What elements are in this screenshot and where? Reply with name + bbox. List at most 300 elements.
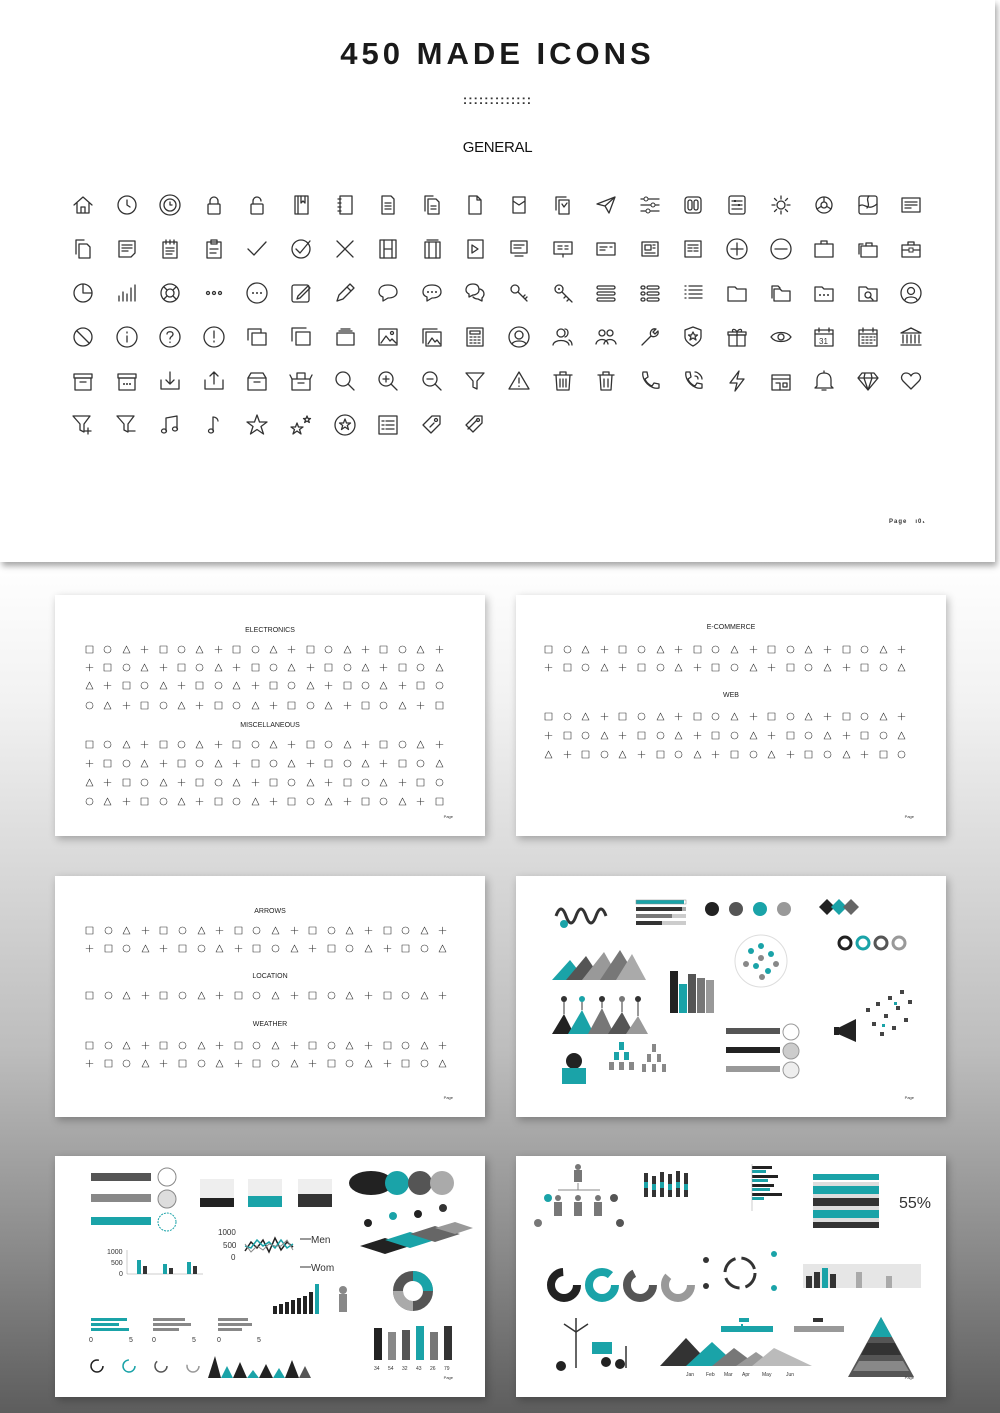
miscellaneous-icon [287, 759, 296, 768]
paper-plane-icon [593, 192, 619, 218]
ecommerce-icon [674, 663, 683, 672]
arrow-icon [438, 944, 447, 953]
miscellaneous-icon [122, 740, 131, 749]
web-icon [879, 750, 888, 759]
notepad-icon [157, 236, 183, 262]
check-circle-icon [288, 236, 314, 262]
weather-icon [401, 1059, 410, 1068]
file-icon [462, 192, 488, 218]
document-icon [375, 192, 401, 218]
arrow-icon [252, 926, 261, 935]
percentage-label: 55% [899, 1195, 932, 1212]
location-icon [122, 991, 131, 1000]
weather-icon [141, 1041, 150, 1050]
weather-icon [234, 1059, 243, 1068]
electronics-icon [140, 645, 149, 654]
web-icon [749, 712, 758, 721]
miscellaneous-icon [159, 759, 168, 768]
axis-label: 500 [223, 1241, 237, 1250]
miscellaneous-icon [214, 778, 223, 787]
ecommerce-icon [842, 645, 851, 654]
web-icon [786, 712, 795, 721]
web-icon [656, 712, 665, 721]
miscellaneous-icon [159, 778, 168, 787]
web-icon [618, 731, 627, 740]
weather-icon [122, 1059, 131, 1068]
windows-icon [288, 324, 314, 350]
web-icon [767, 712, 776, 721]
location-icon [141, 991, 150, 1000]
weather-icon [215, 1041, 224, 1050]
gender-people [721, 1318, 844, 1332]
web-icon [600, 731, 609, 740]
slide-infographics-a [516, 876, 946, 1117]
web-icon [730, 712, 739, 721]
ecommerce-icon [730, 663, 739, 672]
slide-arrows [55, 876, 485, 1117]
arrow-icon [122, 926, 131, 935]
miscellaneous-icon [140, 797, 149, 806]
location-icon [85, 991, 94, 1000]
electronics-icon [85, 701, 94, 710]
news-icon [637, 236, 663, 262]
section-title-miscellaneous: MISCELLANEOUS [240, 722, 300, 729]
electronics-icon [214, 701, 223, 710]
miscellaneous-icon [306, 797, 315, 806]
web-icon [656, 750, 665, 759]
location-icon [438, 991, 447, 1000]
electronics-icon [287, 681, 296, 690]
cog-icon [811, 192, 837, 218]
arrow-icon [327, 944, 336, 953]
dots-circle-icon [244, 280, 270, 306]
electronics-icon [195, 701, 204, 710]
miscellaneous-icon [416, 778, 425, 787]
pencil-icon [332, 280, 358, 306]
arrow-icon [141, 926, 150, 935]
section-title-web: WEB [723, 692, 739, 699]
search-icon [332, 368, 358, 394]
weather-icon [85, 1041, 94, 1050]
electronics-icon [103, 681, 112, 690]
ecommerce-icon [823, 663, 832, 672]
location-icon [104, 991, 113, 1000]
miscellaneous-icon [251, 759, 260, 768]
circle-mid [729, 902, 743, 916]
miscellaneous-icon [232, 740, 241, 749]
miscellaneous-icon [435, 778, 444, 787]
people-grid [813, 1174, 879, 1228]
stepped-blocks [360, 1204, 473, 1254]
electronics-icon [379, 681, 388, 690]
miscellaneous-icon [287, 797, 296, 806]
weather-icon [438, 1041, 447, 1050]
miscellaneous-icon [416, 797, 425, 806]
axis-tick: 0 [89, 1337, 93, 1344]
title-divider: ::::::::::::: [462, 92, 533, 107]
slide-page-label: Page [443, 814, 453, 819]
web-icon [860, 731, 869, 740]
page-title: 450 MADE ICONS [340, 36, 655, 71]
music-notes-icon [157, 412, 183, 438]
ecommerce-icon [786, 663, 795, 672]
ecommerce-icon [730, 645, 739, 654]
weather-icon [85, 1059, 94, 1068]
miscellaneous-icon [140, 759, 149, 768]
growth-bars [273, 1284, 347, 1314]
ecommerce-icon [563, 663, 572, 672]
electronics-icon [177, 701, 186, 710]
miscellaneous-icon [85, 740, 94, 749]
electronics-icon [195, 645, 204, 654]
plus-circle-icon [724, 236, 750, 262]
slide-ecommerce [516, 595, 946, 836]
web-icon [730, 750, 739, 759]
miscellaneous-icon [287, 778, 296, 787]
ecommerce-icon [749, 645, 758, 654]
section-title-weather: WEATHER [252, 1021, 288, 1028]
electronics-icon [269, 663, 278, 672]
location-icon [159, 991, 168, 1000]
section-title-general: GENERAL [462, 139, 533, 156]
miscellaneous-icon [398, 759, 407, 768]
electronics-icon [361, 701, 370, 710]
weather-icon [420, 1059, 429, 1068]
slide-page-label: Page [904, 1095, 914, 1100]
card-icon [593, 236, 619, 262]
weather-icon [383, 1059, 392, 1068]
weather-icon [308, 1059, 317, 1068]
weather-icon [159, 1041, 168, 1050]
ecommerce-icon [823, 645, 832, 654]
stars-icon [288, 412, 314, 438]
bar-value: 54 [388, 1366, 394, 1372]
ecommerce-icon [786, 645, 795, 654]
arrow-icon [364, 926, 373, 935]
question-icon [157, 324, 183, 350]
value-bars [374, 1326, 452, 1360]
miscellaneous-icon [122, 797, 131, 806]
trash-icon [550, 368, 576, 394]
worker-head [566, 1053, 582, 1069]
block-icon [70, 324, 96, 350]
weather-icon [438, 1059, 447, 1068]
keys-icon [550, 280, 576, 306]
ecommerce-icon [656, 663, 665, 672]
images-icon [419, 324, 445, 350]
location-icon [327, 991, 336, 1000]
electronics-icon [103, 701, 112, 710]
electronics-icon [177, 645, 186, 654]
electronics-icon [435, 681, 444, 690]
electronics-icon [379, 701, 388, 710]
electronics-icon [251, 701, 260, 710]
miscellaneous-icon [269, 740, 278, 749]
weather-icon [290, 1041, 299, 1050]
inbox-icon [898, 192, 924, 218]
electronics-icon [343, 701, 352, 710]
location-icon [364, 991, 373, 1000]
zoom-out-icon [419, 368, 445, 394]
electronics-icon [177, 681, 186, 690]
toggle-icon [680, 192, 706, 218]
miscellaneous-icon [379, 759, 388, 768]
miscellaneous-icon [361, 740, 370, 749]
ecommerce-icon [767, 645, 776, 654]
tags-icon [462, 412, 488, 438]
web-icon [897, 750, 906, 759]
web-icon [749, 731, 758, 740]
web-icon [637, 731, 646, 740]
miscellaneous-icon [177, 740, 186, 749]
arrow-icon [401, 926, 410, 935]
miscellaneous-icon [214, 740, 223, 749]
arrow-icon [85, 944, 94, 953]
arrow-icon [271, 926, 280, 935]
bar-chart [670, 971, 714, 1013]
slide-infographics-c [516, 1156, 946, 1397]
files-stack-icon [550, 192, 576, 218]
electronics-icon [214, 681, 223, 690]
weather-icon [364, 1041, 373, 1050]
tag-icon [419, 412, 445, 438]
users-icon [550, 324, 576, 350]
axis-label: 0 [119, 1271, 123, 1278]
section-title-electronics: ELECTRONICS [245, 627, 295, 634]
people-pyramid-accent [614, 1042, 629, 1060]
ecommerce-icon [563, 645, 572, 654]
alert-circle-icon [201, 324, 227, 350]
box-icon [244, 368, 270, 394]
web-icon [860, 712, 869, 721]
donut-chart [398, 1276, 428, 1306]
list-icon [637, 280, 663, 306]
web-icon [879, 731, 888, 740]
folders-icon [768, 280, 794, 306]
legend-women: Wom [311, 1263, 335, 1274]
weather-icon [308, 1041, 317, 1050]
axis-tick: 5 [129, 1337, 133, 1344]
weather-icon [345, 1041, 354, 1050]
megaphone-graphic [834, 990, 912, 1042]
axis-label: 1000 [107, 1249, 123, 1256]
web-icon [804, 750, 813, 759]
miscellaneous-icon [195, 797, 204, 806]
miscellaneous-icon [324, 797, 333, 806]
weather-icon [271, 1041, 280, 1050]
miscellaneous-icon [85, 797, 94, 806]
month-label: Mar [724, 1372, 733, 1378]
weather-icon [383, 1041, 392, 1050]
weather-icon [178, 1059, 187, 1068]
arrow-icon [252, 944, 261, 953]
arrow-icon [159, 926, 168, 935]
arrow-icon [438, 926, 447, 935]
miscellaneous-icon [379, 778, 388, 787]
web-icon [674, 712, 683, 721]
location-icon [420, 991, 429, 1000]
chat-dots-icon [419, 280, 445, 306]
web-icon [544, 731, 553, 740]
ring-row [551, 1272, 691, 1298]
weather-icon [197, 1059, 206, 1068]
diamond-row [819, 899, 859, 915]
web-icon [581, 750, 590, 759]
box-open-icon [288, 368, 314, 394]
miscellaneous-icon [343, 797, 352, 806]
electronics-icon [159, 701, 168, 710]
arrow-icon [234, 926, 243, 935]
web-icon [767, 731, 776, 740]
arrow-icon [215, 944, 224, 953]
web-icon [674, 750, 683, 759]
electronics-icon [416, 701, 425, 710]
calculator-icon [462, 324, 488, 350]
weather-icon [104, 1059, 113, 1068]
electronics-icon [122, 663, 131, 672]
ecommerce-icon [600, 663, 609, 672]
worker-body [562, 1068, 586, 1084]
electronics-icon [361, 681, 370, 690]
electronics-icon [361, 645, 370, 654]
calendar-31-icon [811, 324, 837, 350]
lifebuoy-icon [157, 280, 183, 306]
clock-circle-icon [157, 192, 183, 218]
web-icon [823, 712, 832, 721]
dots-horizontal-icon [201, 280, 227, 306]
slide-infographics-b [55, 1156, 485, 1397]
people-rows [726, 1024, 799, 1078]
folder-search-icon [855, 280, 881, 306]
axis-label: 0 [231, 1253, 236, 1262]
line-chart [245, 1238, 293, 1252]
miscellaneous-icon [140, 778, 149, 787]
bolt-icon [724, 368, 750, 394]
weather-icon [401, 1041, 410, 1050]
gear-icon [768, 192, 794, 218]
miscellaneous-icon [159, 740, 168, 749]
electronics-icon [306, 663, 315, 672]
miscellaneous-icon [306, 778, 315, 787]
mountain-chart [552, 950, 646, 980]
electronics-icon [159, 645, 168, 654]
info-icon [114, 324, 140, 350]
electronics-icon [195, 681, 204, 690]
web-icon [674, 731, 683, 740]
ecommerce-icon [842, 663, 851, 672]
electronics-icon [416, 663, 425, 672]
axis-label: 500 [111, 1260, 123, 1267]
miscellaneous-icon [306, 759, 315, 768]
miscellaneous-icon [324, 740, 333, 749]
web-icon [544, 750, 553, 759]
electronics-icon [416, 645, 425, 654]
ecommerce-icon [897, 663, 906, 672]
arrow-icon [420, 944, 429, 953]
web-icon [711, 712, 720, 721]
ecommerce-icon [581, 663, 590, 672]
key-icon [506, 280, 532, 306]
axis-label: 1000 [218, 1228, 236, 1237]
electronics-icon [398, 645, 407, 654]
horizontal-bar-chart [752, 1164, 782, 1211]
electronics-icon [232, 663, 241, 672]
web-icon [804, 712, 813, 721]
copy-icon [70, 236, 96, 262]
miscellaneous-icon [122, 759, 131, 768]
electronics-icon [85, 663, 94, 672]
presentation-icon [550, 236, 576, 262]
miscellaneous-icon [435, 740, 444, 749]
newspaper-icon [680, 236, 706, 262]
miscellaneous-icon [398, 797, 407, 806]
miscellaneous-icon [177, 759, 186, 768]
ecommerce-icon [879, 663, 888, 672]
badge-icon [680, 324, 706, 350]
menu-icon [593, 280, 619, 306]
miscellaneous-icon [195, 740, 204, 749]
axis-tick: 0 [152, 1337, 156, 1344]
eye-icon [768, 324, 794, 350]
electronics-icon [251, 645, 260, 654]
electronics-icon [398, 701, 407, 710]
miscellaneous-icon [103, 778, 112, 787]
weather-icon [159, 1059, 168, 1068]
ring-progress [91, 1360, 199, 1372]
electronics-icon [140, 681, 149, 690]
ecommerce-icon [879, 645, 888, 654]
web-icon [804, 731, 813, 740]
chat-bubbles-icon [462, 280, 488, 306]
weather-icon [271, 1059, 280, 1068]
miscellaneous-icon [324, 778, 333, 787]
documents-icon [419, 192, 445, 218]
shop-icon [768, 368, 794, 394]
window-icon [244, 324, 270, 350]
web-icon [711, 750, 720, 759]
web-icon [618, 750, 627, 759]
miscellaneous-icon [232, 797, 241, 806]
ecommerce-icon [637, 663, 646, 672]
miscellaneous-icon [251, 797, 260, 806]
close-icon [332, 236, 358, 262]
trash-alt-icon [593, 368, 619, 394]
notebook-icon [332, 192, 358, 218]
progress-bars [636, 900, 686, 925]
electronics-icon [306, 701, 315, 710]
arrow-icon [383, 926, 392, 935]
checklist-icon [375, 412, 401, 438]
upload-tray-icon [201, 368, 227, 394]
location-icon [252, 991, 261, 1000]
location-icon [197, 991, 206, 1000]
web-icon [842, 712, 851, 721]
wrench-icon [637, 324, 663, 350]
miscellaneous-icon [122, 778, 131, 787]
bar-chart-icon [114, 280, 140, 306]
weather-icon [141, 1059, 150, 1068]
striped-bar-charts [200, 1179, 332, 1207]
miscellaneous-icon [361, 797, 370, 806]
electronics-icon [232, 681, 241, 690]
infographic-collage-b [55, 1156, 485, 1397]
miscellaneous-icon [269, 778, 278, 787]
arrow-icon [104, 926, 113, 935]
location-icon [308, 991, 317, 1000]
phone-ring-icon [680, 368, 706, 394]
pyramid [848, 1317, 914, 1377]
electronics-icon [251, 681, 260, 690]
